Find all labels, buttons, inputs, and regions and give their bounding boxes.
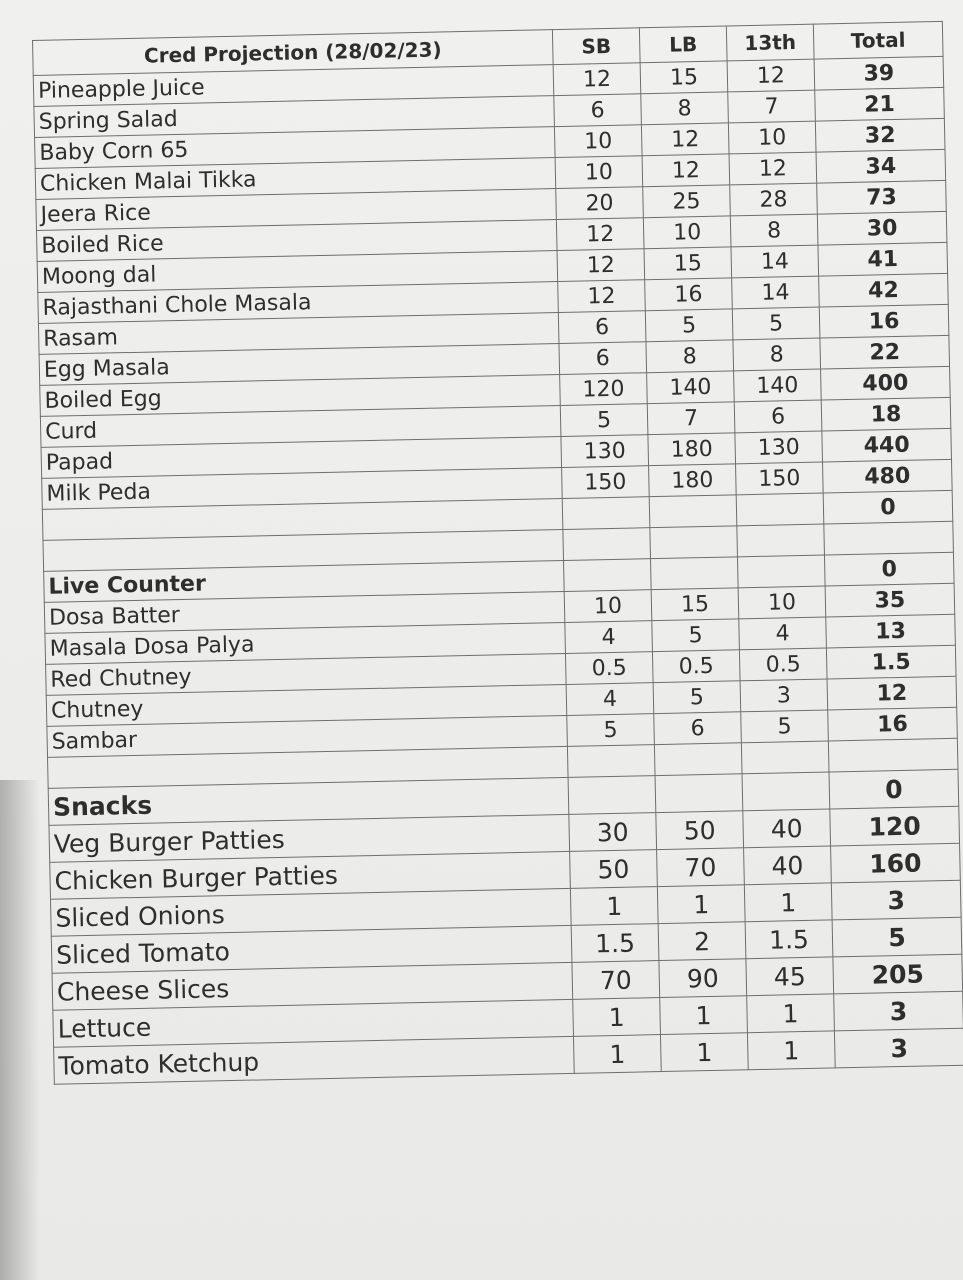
projection-table	[32, 21, 963, 1085]
item-name: Chicken Malai Tikka	[35, 158, 556, 200]
cell-total: 16	[819, 304, 949, 338]
cell-sb: 10	[564, 590, 652, 623]
col-header-sb: SB	[552, 28, 640, 65]
cell-sb: 70	[572, 961, 660, 1000]
item-name: Veg Burger Patties	[49, 814, 570, 862]
cell-13th: 12	[727, 59, 815, 92]
cell-total	[824, 521, 954, 555]
cell-lb: 50	[656, 811, 744, 850]
item-name: Baby Corn 65	[35, 127, 556, 169]
cell-sb: 10	[554, 125, 642, 158]
cell-lb: 70	[657, 848, 745, 887]
cell-sb: 1.5	[571, 924, 659, 963]
cell-total: 0	[824, 552, 954, 586]
cell-sb: 5	[567, 714, 655, 747]
cell-total: 12	[827, 676, 957, 710]
cell-total: 0	[829, 769, 959, 809]
item-name: Masala Dosa Palya	[45, 622, 566, 664]
cell-13th	[741, 741, 829, 774]
cell-sb	[568, 776, 656, 815]
cell-sb: 12	[553, 63, 641, 96]
cell-total: 400	[821, 366, 951, 400]
cell-13th	[736, 493, 824, 526]
cell-sb: 6	[559, 342, 647, 375]
cell-lb: 25	[643, 185, 731, 218]
cell-13th: 1	[747, 1031, 835, 1070]
item-name: Rajasthani Chole Masala	[38, 282, 559, 324]
item-name: Tomato Ketchup	[54, 1036, 575, 1084]
cell-total: 205	[833, 954, 963, 994]
table-title: Cred Projection (28/02/23)	[33, 30, 554, 76]
cell-total: 440	[822, 428, 952, 462]
item-name: Sliced Tomato	[51, 925, 572, 973]
cell-total: 3	[834, 991, 963, 1031]
cell-lb: 10	[643, 216, 731, 249]
item-name: Snacks	[48, 777, 569, 825]
cell-sb: 20	[556, 187, 644, 220]
cell-lb: 8	[641, 92, 729, 125]
cell-13th: 10	[728, 121, 816, 154]
cell-13th: 14	[732, 276, 820, 309]
item-name: Chutney	[46, 684, 567, 726]
cell-lb: 15	[644, 247, 732, 280]
cell-13th: 10	[738, 586, 826, 619]
projection-sheet	[32, 21, 963, 1085]
cell-sb	[563, 528, 651, 561]
cell-total: 35	[825, 583, 955, 617]
cell-lb: 15	[640, 61, 728, 94]
cell-13th: 1	[744, 883, 832, 922]
cell-13th: 1	[747, 994, 835, 1033]
cell-lb: 180	[648, 433, 736, 466]
cell-total	[828, 738, 958, 772]
cell-total: 30	[817, 211, 947, 245]
cell-sb: 12	[557, 249, 645, 282]
cell-lb: 16	[645, 278, 733, 311]
cell-sb: 6	[558, 311, 646, 344]
cell-lb: 1	[657, 885, 745, 924]
cell-lb	[654, 743, 742, 776]
item-name: Rasam	[38, 313, 559, 355]
cell-lb	[655, 774, 743, 813]
cell-sb: 130	[561, 435, 649, 468]
cell-13th: 6	[734, 400, 822, 433]
cell-13th: 8	[733, 338, 821, 371]
cell-lb: 15	[651, 588, 739, 621]
item-name: Cheese Slices	[52, 962, 573, 1010]
cell-lb: 6	[654, 712, 742, 745]
cell-total: 1.5	[826, 645, 956, 679]
cell-lb: 12	[642, 154, 730, 187]
item-name: Spring Salad	[34, 96, 555, 138]
cell-sb: 6	[554, 94, 642, 127]
cell-lb: 8	[646, 340, 734, 373]
item-name: Chicken Burger Patties	[50, 851, 571, 899]
cell-sb: 4	[566, 683, 654, 716]
item-name: Moong dal	[37, 251, 558, 293]
cell-13th: 14	[731, 245, 819, 278]
cell-lb: 5	[645, 309, 733, 342]
cell-total: 18	[821, 397, 951, 431]
item-name: Milk Peda	[42, 468, 563, 510]
cell-13th: 1.5	[745, 920, 833, 959]
cell-13th	[737, 524, 825, 557]
cell-sb: 5	[560, 404, 648, 437]
cell-lb: 1	[660, 1033, 748, 1072]
cell-sb: 1	[573, 998, 661, 1037]
cell-total: 22	[820, 335, 950, 369]
finger-shadow	[0, 780, 40, 1280]
item-name: Jeera Rice	[36, 189, 557, 231]
cell-total: 3	[831, 880, 961, 920]
col-header-lb: LB	[639, 26, 727, 63]
cell-total: 5	[832, 917, 962, 957]
item-name: Pineapple Juice	[33, 65, 554, 107]
cell-13th	[742, 772, 830, 811]
cell-sb: 12	[556, 218, 644, 251]
cell-total: 0	[823, 490, 953, 524]
cell-sb	[567, 745, 655, 778]
cell-lb: 90	[659, 959, 747, 998]
cell-sb: 150	[562, 466, 650, 499]
cell-total: 480	[823, 459, 953, 493]
cell-lb	[649, 495, 737, 528]
cell-13th: 150	[736, 462, 824, 495]
cell-sb: 120	[560, 373, 648, 406]
cell-13th: 7	[728, 90, 816, 123]
cell-13th: 40	[744, 846, 832, 885]
cell-sb: 1	[573, 1035, 661, 1074]
cell-total: 3	[834, 1028, 963, 1068]
cell-total: 39	[814, 56, 944, 90]
cell-13th: 28	[730, 183, 818, 216]
cell-sb: 0.5	[565, 652, 653, 685]
cell-sb	[562, 497, 650, 530]
cell-sb	[564, 559, 652, 592]
cell-sb: 50	[570, 850, 658, 889]
cell-total: 21	[815, 87, 945, 121]
cell-lb: 7	[647, 402, 735, 435]
item-name: Sliced Onions	[50, 888, 571, 936]
cell-lb: 2	[658, 922, 746, 961]
cell-sb: 10	[555, 156, 643, 189]
item-name: Live Counter	[44, 560, 565, 602]
cell-13th: 45	[746, 957, 834, 996]
item-name: Dosa Batter	[44, 591, 565, 633]
cell-lb: 5	[653, 681, 741, 714]
cell-total: 13	[826, 614, 956, 648]
cell-lb	[650, 526, 738, 559]
cell-lb	[650, 557, 738, 590]
cell-sb: 1	[570, 887, 658, 926]
cell-lb: 5	[652, 619, 740, 652]
cell-total: 32	[815, 118, 945, 152]
cell-total: 42	[819, 273, 949, 307]
item-name: Boiled Rice	[36, 220, 557, 262]
cell-sb: 4	[565, 621, 653, 654]
cell-total: 34	[816, 149, 946, 183]
cell-13th: 5	[732, 307, 820, 340]
cell-lb: 1	[660, 996, 748, 1035]
cell-total: 41	[818, 242, 948, 276]
cell-sb: 12	[558, 280, 646, 313]
item-name: Curd	[40, 406, 561, 448]
item-name: Red Chutney	[46, 653, 567, 695]
item-name: Lettuce	[53, 999, 574, 1047]
item-name: Papad	[41, 437, 562, 479]
cell-13th: 130	[735, 431, 823, 464]
item-name: Boiled Egg	[40, 375, 561, 417]
cell-13th: 3	[740, 679, 828, 712]
cell-total: 160	[831, 843, 961, 883]
cell-13th: 8	[730, 214, 818, 247]
col-header-13th: 13th	[726, 24, 814, 61]
col-header-total: Total	[813, 21, 943, 59]
item-name: Egg Masala	[39, 344, 560, 386]
cell-13th: 140	[734, 369, 822, 402]
cell-lb: 0.5	[652, 650, 740, 683]
cell-13th: 4	[739, 617, 827, 650]
item-name: Sambar	[47, 715, 568, 757]
cell-13th	[737, 555, 825, 588]
cell-total: 16	[828, 707, 958, 741]
cell-13th: 5	[741, 710, 829, 743]
cell-sb: 30	[569, 813, 657, 852]
cell-13th: 0.5	[739, 648, 827, 681]
cell-lb: 180	[649, 464, 737, 497]
cell-lb: 12	[641, 123, 729, 156]
cell-total: 73	[817, 180, 947, 214]
cell-13th: 40	[743, 809, 831, 848]
cell-lb: 140	[647, 371, 735, 404]
cell-total: 120	[830, 806, 960, 846]
cell-13th: 12	[729, 152, 817, 185]
